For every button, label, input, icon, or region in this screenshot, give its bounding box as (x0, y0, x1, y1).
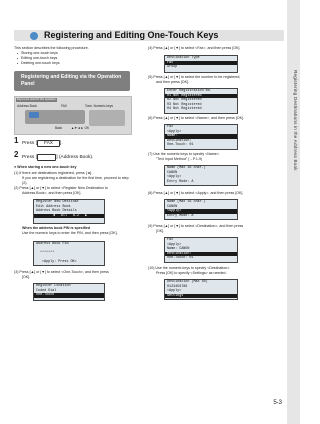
bullet-icon (17, 63, 18, 64)
step2-text: Press [ ] (Address Book). (22, 155, 94, 160)
bullet-item: Deleting one-touch keys (21, 61, 60, 65)
step-text: Press [OK] to specify <Settings> as needed. (156, 271, 227, 275)
intro-text: This section describes the following procedure. (14, 46, 89, 50)
numeric-keypad[interactable] (89, 110, 125, 126)
step-text: and then press [OK]. (156, 80, 189, 84)
step-text: (6) Press [▲] or [▼] to select <Name>, and then press [OK]. (148, 116, 244, 120)
bullet-item: Storing one-touch keys (21, 51, 58, 55)
side-tab-label: Registering Destinations in the Address Book (293, 70, 298, 171)
back-label: Back (55, 126, 63, 130)
lcd-screen: Fax <Apply> Name: Destination: One-Touch: 01 (164, 124, 238, 150)
step-text: (3) Press [▲] or [▼] to select <One-Touch>, and then press (14, 270, 109, 274)
page-number: 5-3 (273, 400, 282, 406)
step-text: If you are registering a destination for the first time, proceed to step (2). (22, 176, 129, 185)
lcd-screen: Destination Type Fax Group (164, 55, 238, 73)
bullet-icon (17, 53, 18, 54)
step-text: (4) Press [▲] or [▼] to select <Fax>, and then press [OK]. (148, 46, 241, 50)
tone-label: Tone, Numeric keys (85, 104, 113, 108)
title-bar (14, 30, 284, 41)
step-text: (1) If there are destinations registered, press [◄]. (14, 171, 93, 175)
step-text: (10) Use the numeric keys to specify <Destination>. (148, 266, 231, 270)
step-text: (2) Press [▲] or [▼] to select <Register New Destination to (14, 186, 108, 190)
lcd-screen: Register Location Coded Dial One-Touch (33, 283, 105, 301)
lcd-screen: Name (Max 16 char.) CANON <Apply> Entry Mode: A (164, 199, 238, 220)
ok-label: ▲▼◄► OK (71, 126, 90, 130)
lcd-screen: Name (Max 16 char.) CANON <Apply> Entry Mode: A (164, 165, 238, 186)
step-text: (7) Use the numeric keys to specify <Name>. (148, 152, 220, 156)
bullet-icon (17, 58, 18, 59)
title-bullet-icon (30, 32, 38, 40)
lcd-screen: Address Book PIN ******* <Apply: Press OK> (33, 241, 105, 266)
address-book-label: Address Book (17, 104, 37, 108)
address-book-icon (37, 154, 56, 161)
step-text: Address Book>, and then press [OK]. (22, 191, 82, 195)
pin-heading: When the address book PIN is specified (22, 226, 91, 230)
lcd-screen: Register New Destinat Edit Address Book Address Book Details ◄ All A-Z ▶ (33, 199, 105, 224)
step-text: (8) Press [▲] or [▼] to select <Apply>, and then press [OK]. (148, 191, 244, 195)
operation-panel-illustration (14, 96, 132, 135)
step-number: 1 (14, 136, 19, 145)
lcd-screen: Fax <Apply> Name: CANON Destination: One-Touch: 01 (164, 237, 238, 263)
address-book-key[interactable] (29, 112, 39, 118)
step-text: (9) Press [▲] or [▼] to select <Destination>, and then press (148, 224, 244, 228)
reference-link[interactable]: "Text Input Method" (→P.1-9) (156, 157, 203, 161)
fax-key: FAX (37, 140, 60, 147)
step-text: (5) Press [▲] or [▼] to select the number to be registered, (148, 75, 241, 79)
panel-caption: Keys to be used for this operation (17, 98, 56, 101)
page-title: Registering and Editing One-Touch Keys (44, 30, 219, 40)
sub-section-head: ● When storing a new one-touch key (14, 165, 77, 169)
bullet-item: Editing one-touch keys (21, 56, 58, 60)
lcd-screen: Enter Registration No. 01 Not Registered 02 Not Registered 03 Not Registered 04 Not Registered (164, 88, 238, 114)
lcd-screen: Destination (Max 40) 0123456789 <Apply> Settings (164, 279, 238, 300)
step-text: [OK]. (22, 275, 31, 279)
pin-text: Use the numeric keys to enter the PIN, and then press [OK]. (22, 231, 118, 235)
step-number: 2 (14, 150, 19, 159)
fax-label: FAX (61, 104, 68, 108)
step1-text: Press [ FAX ]. (22, 141, 63, 146)
step-text: [OK]. (156, 229, 165, 233)
section-heading: Registering and Editing via the Operation Panel (14, 71, 130, 91)
